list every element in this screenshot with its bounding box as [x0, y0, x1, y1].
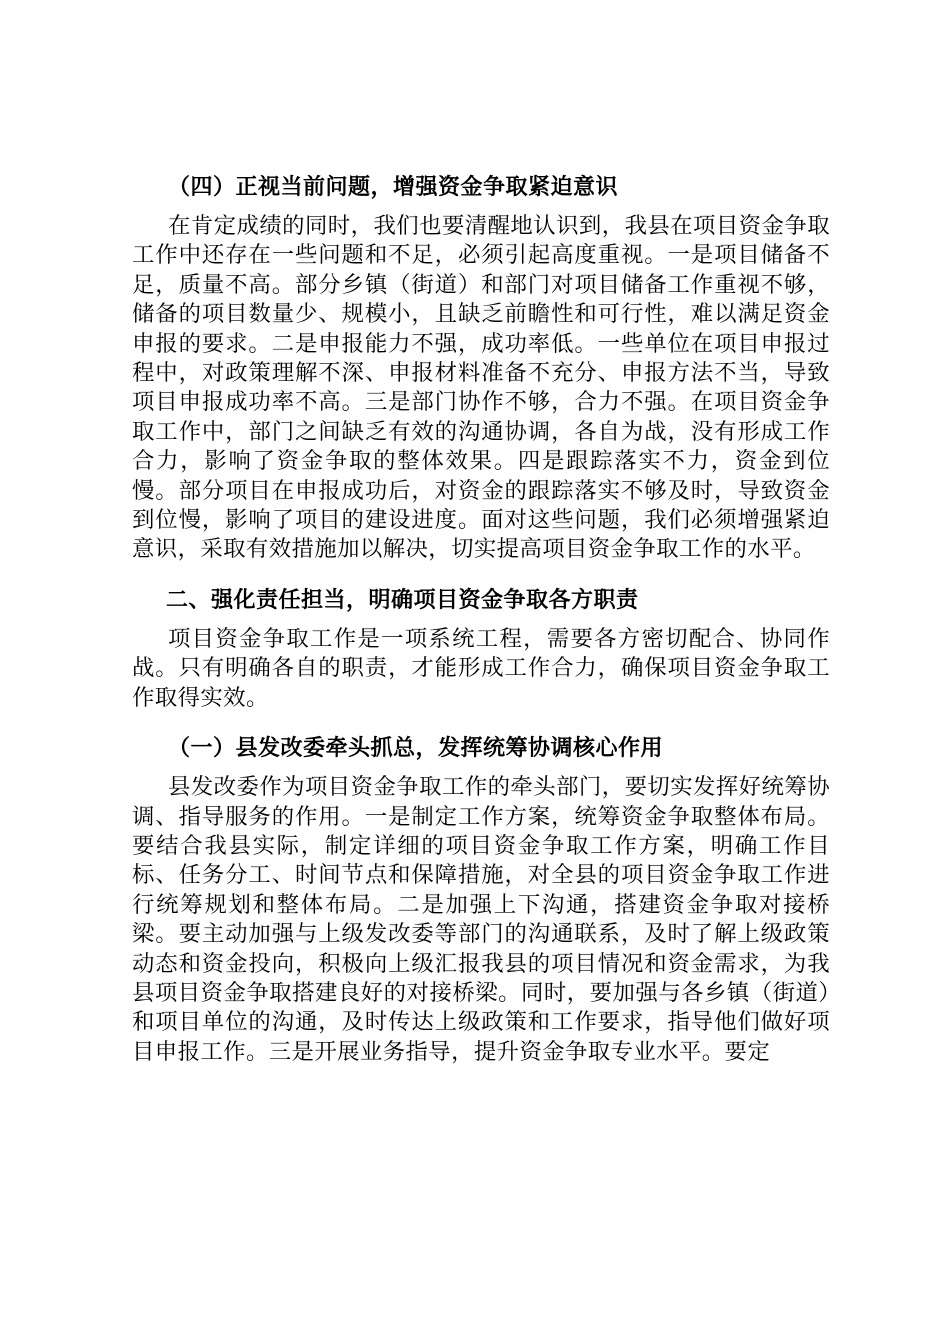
paragraph-development-commission: 县发改委作为项目资金争取工作的牵头部门，要切实发挥好统筹协调、指导服务的作用。一是制定工作方案，统筹资金争取整体布局。要结合我县实际，制定详细的项目资金争取工作方案，明确工作目标、任务分工、时间节点和保障措施，对全县的项目资金争取工作进行统筹规划和整体布局。二是加强上下沟通，搭建资金争取对接桥梁。要主动加强与上级发改委等部门的沟通联系，及时了解上级政策动态和资金投向，积极向上级汇报我县的项目情况和资金需求，为我县项目资金争取搭建良好的对接桥梁。同时，要加强与各乡镇（街道）和项目单位的沟通，及时传达上级政策和工作要求，指导他们做好项目申报工作。三是开展业务指导，提升资金争取专业水平。要定: [132, 774, 830, 1065]
paragraph-problems: 在肯定成绩的同时，我们也要清醒地认识到，我县在项目资金争取工作中还存在一些问题和不足，必须引起高度重视。一是项目储备不足，质量不高。部分乡镇（街道）和部门对项目储备工作重视不够，储备的项目数量少、规模小，且缺乏前瞻性和可行性，难以满足资金申报的要求。二是申报能力不强，成功率低。一些单位在项目申报过程中，对政策理解不深、申报材料准备不充分、申报方法不当，导致项目申报成功率不高。三是部门协作不够，合力不强。在项目资金争取工作中，部门之间缺乏有效的沟通协调，各自为战，没有形成工作合力，影响了资金争取的整体效果。四是跟踪落实不力，资金到位慢。部分项目在申报成功后，对资金的跟踪落实不够及时，导致资金到位慢，影响了项目的建设进度。面对这些问题，我们必须增强紧迫意识，采取有效措施加以解决，切实提高项目资金争取工作的水平。: [132, 213, 830, 563]
document-page: [132, 164, 830, 1079]
paragraph-responsibilities-intro: 项目资金争取工作是一项系统工程，需要各方密切配合、协同作战。只有明确各自的职责，才能形成工作合力，确保项目资金争取工作取得实效。: [132, 625, 830, 711]
chapter-heading-2: 二、强化责任担当，明确项目资金争取各方职责: [166, 587, 639, 613]
section-heading-4: （四）正视当前问题，增强资金争取紧迫意识: [168, 175, 619, 200]
section-heading-1: （一）县发改委牵头抓总，发挥统筹协调核心作用: [168, 736, 664, 762]
